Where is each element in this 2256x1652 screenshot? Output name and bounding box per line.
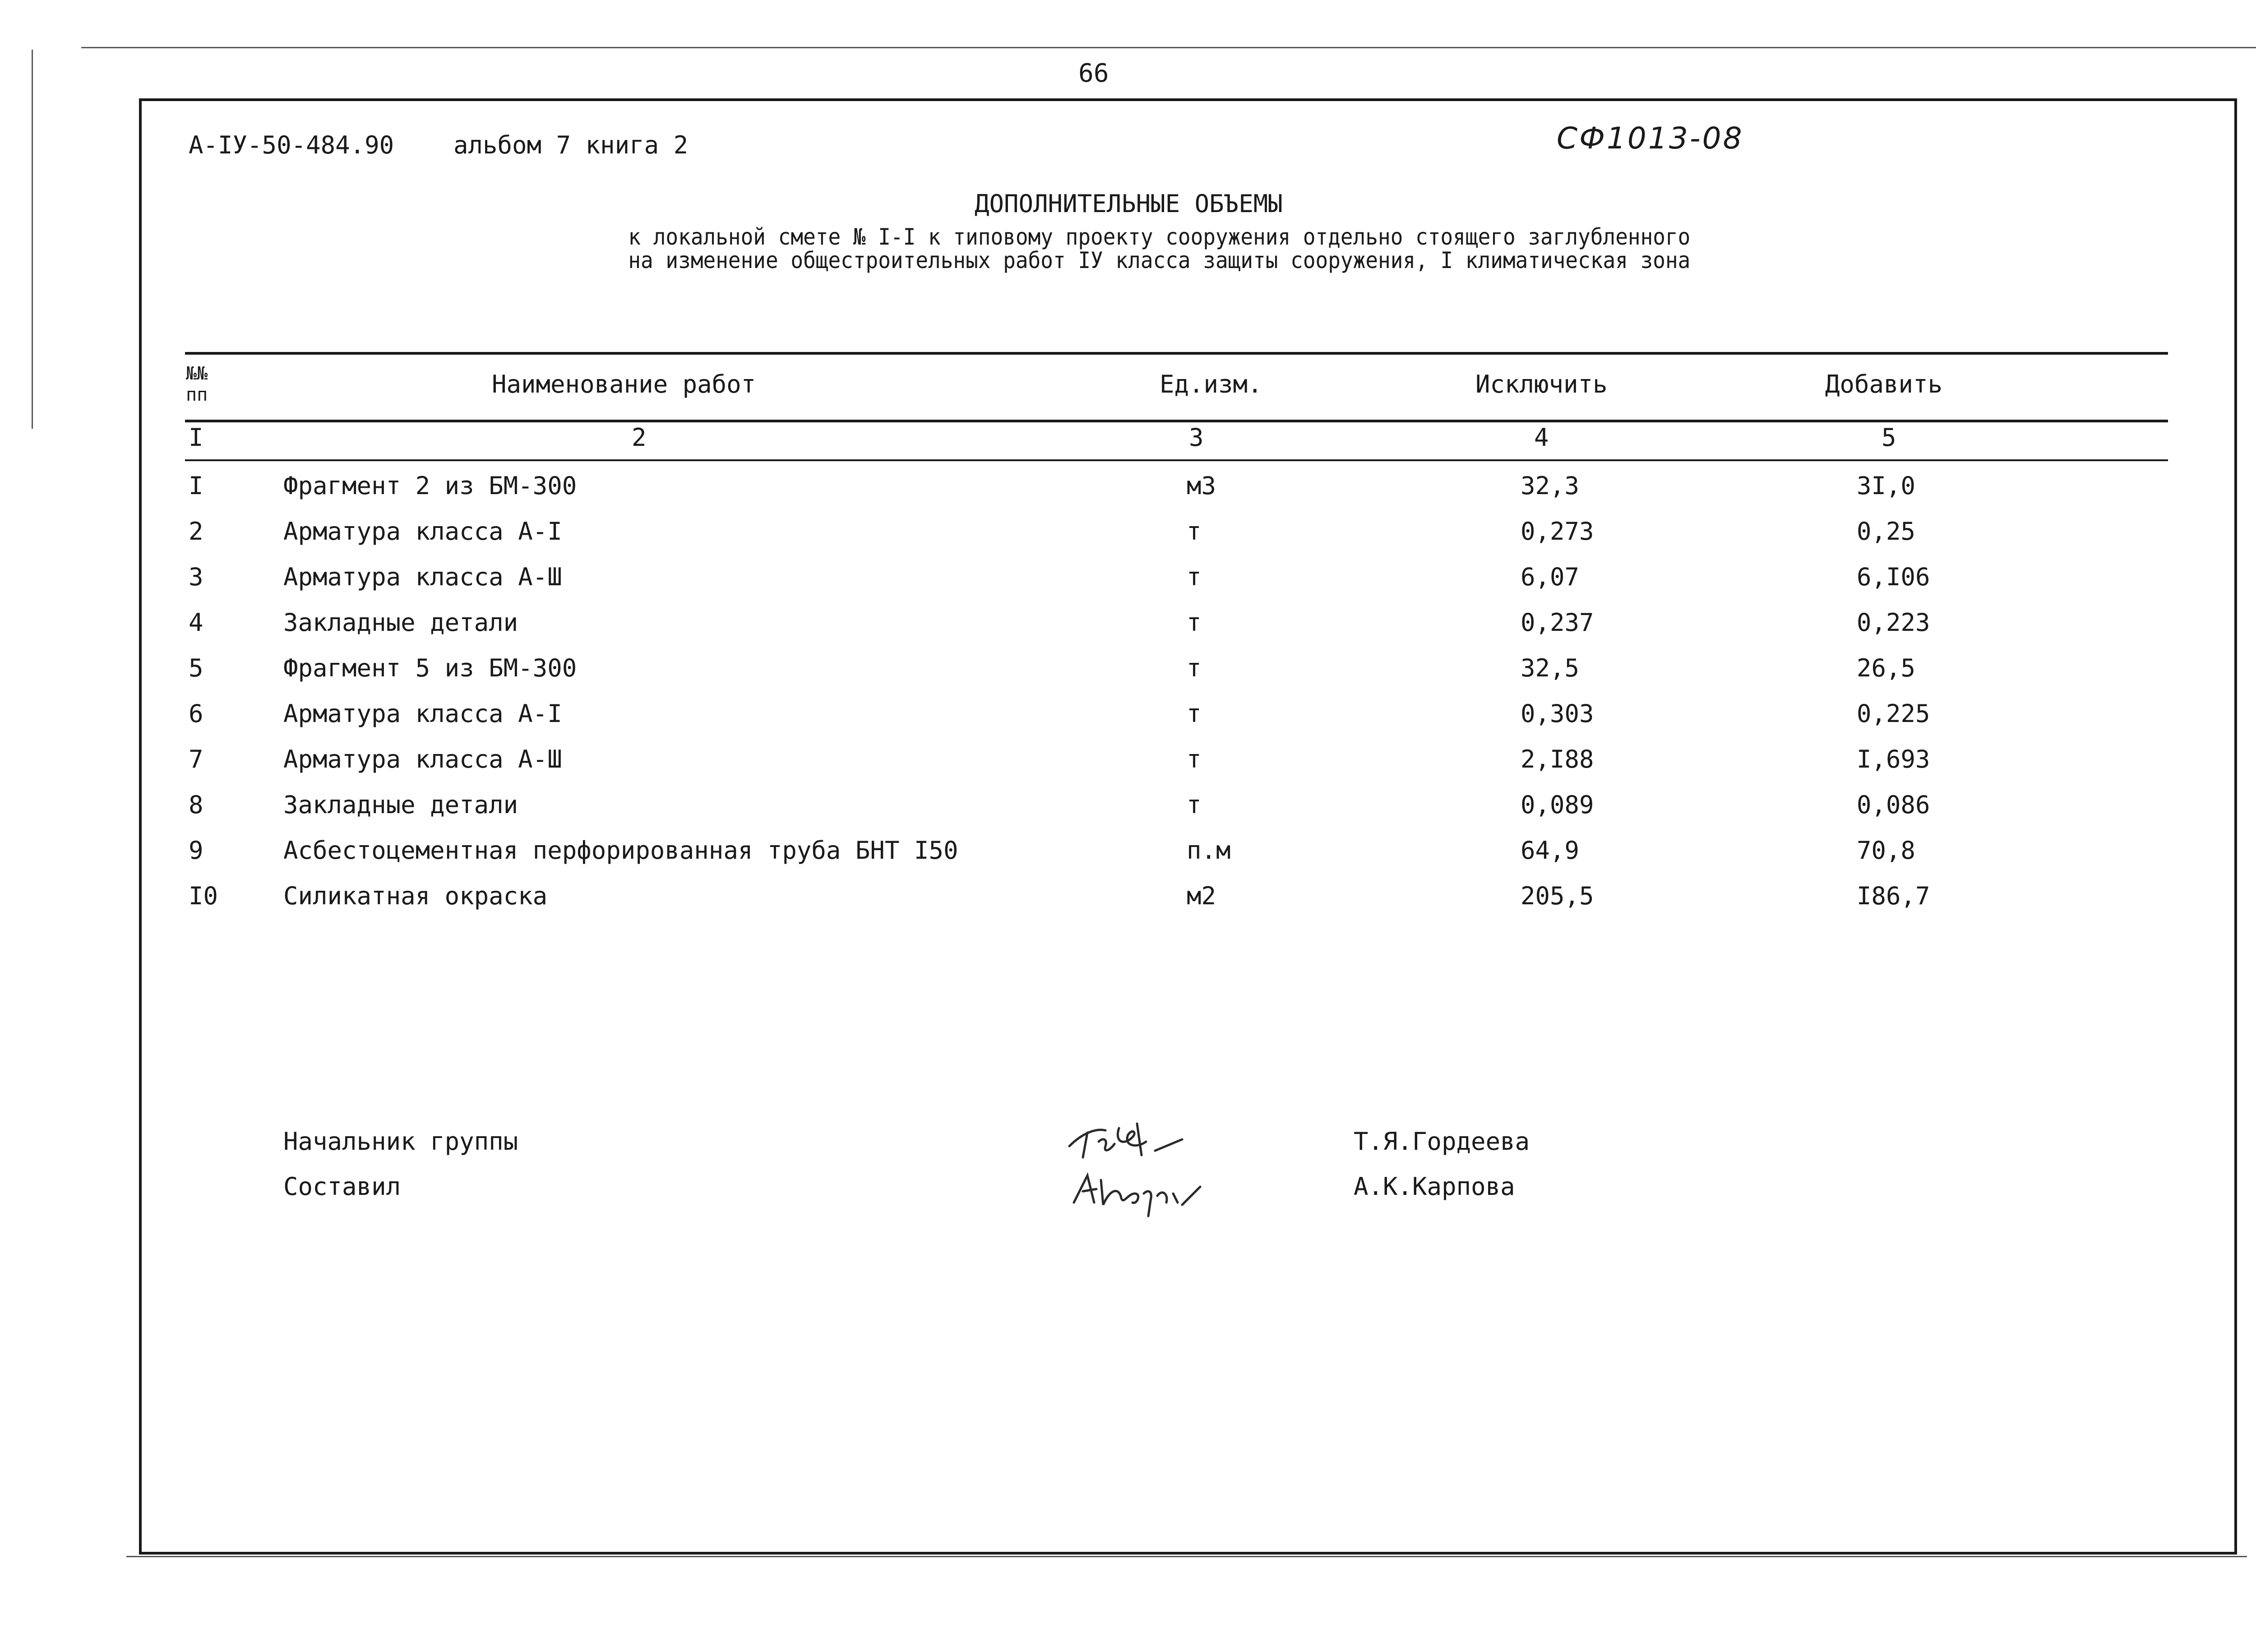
row-unit: т bbox=[1187, 654, 1202, 682]
row-num: I0 bbox=[189, 882, 218, 910]
signature-1 bbox=[1065, 1115, 1209, 1169]
row-num: 9 bbox=[189, 836, 203, 865]
footer-role-2: Составил bbox=[283, 1172, 401, 1201]
footer-role-1: Начальник группы bbox=[283, 1127, 518, 1156]
row-unit: м3 bbox=[1187, 472, 1216, 500]
header-name: Наименование работ bbox=[492, 370, 756, 398]
row-name: Силикатная окраска bbox=[283, 882, 548, 910]
scan-edge-bottom bbox=[126, 1556, 2247, 1557]
document-code: А-IУ-50-484.90 bbox=[189, 131, 394, 159]
row-exclude: 2,I88 bbox=[1521, 745, 1594, 773]
signature-2 bbox=[1069, 1162, 1223, 1221]
row-name: Арматура класса А-Ш bbox=[283, 563, 562, 591]
colnum-3: 3 bbox=[1189, 423, 1204, 452]
header-exclude: Исключить bbox=[1475, 370, 1608, 398]
row-name: Закладные детали bbox=[283, 608, 518, 637]
row-add: I86,7 bbox=[1857, 882, 1930, 910]
document-frame bbox=[139, 98, 2237, 1555]
row-exclude: 32,5 bbox=[1521, 654, 1580, 682]
row-num: 4 bbox=[189, 608, 203, 637]
row-add: 3I,0 bbox=[1857, 472, 1916, 500]
row-num: 2 bbox=[189, 517, 203, 546]
document-title: ДОПОЛНИТЕЛЬНЫЕ ОБЪЕМЫ bbox=[975, 190, 1283, 218]
document-subtitle-line1: к локальной смете № I-I к типовому проекту сооружения отдельно стоящего заглубленного bbox=[628, 224, 1691, 250]
row-exclude: 205,5 bbox=[1521, 882, 1594, 910]
row-add: 6,I06 bbox=[1857, 563, 1930, 591]
row-add: 0,086 bbox=[1857, 791, 1930, 819]
row-name: Арматура класса А-I bbox=[283, 517, 562, 546]
row-unit: т bbox=[1187, 745, 1202, 773]
album-label: альбом 7 книга 2 bbox=[453, 131, 689, 159]
colnum-1: I bbox=[189, 423, 203, 452]
scan-edge-top bbox=[81, 47, 2256, 48]
row-num: 6 bbox=[189, 699, 203, 728]
row-num: 3 bbox=[189, 563, 203, 591]
header-num-top: №№ bbox=[186, 363, 208, 384]
row-name: Фрагмент 2 из БМ-300 bbox=[283, 472, 577, 500]
table-header-rule bbox=[185, 420, 2168, 422]
row-exclude: 6,07 bbox=[1521, 563, 1580, 591]
row-name: Арматура класса А-Ш bbox=[283, 745, 562, 773]
row-add: 70,8 bbox=[1857, 836, 1916, 865]
row-exclude: 0,237 bbox=[1521, 608, 1594, 637]
row-name: Асбестоцементная перфорированная труба БНТ I50 bbox=[283, 836, 958, 865]
colnum-4: 4 bbox=[1534, 423, 1549, 452]
document-subtitle-line2: на изменение общестроительных работ IУ класса защиты сооружения, I климатическая зона bbox=[628, 247, 1691, 273]
row-add: I,693 bbox=[1857, 745, 1930, 773]
page-number: 66 bbox=[1078, 59, 1109, 88]
row-name: Арматура класса А-I bbox=[283, 699, 562, 728]
row-name: Фрагмент 5 из БМ-300 bbox=[283, 654, 577, 682]
row-unit: т bbox=[1187, 517, 1202, 546]
row-unit: т bbox=[1187, 791, 1202, 819]
header-num-bottom: пп bbox=[186, 384, 208, 405]
row-exclude: 0,089 bbox=[1521, 791, 1594, 819]
row-add: 26,5 bbox=[1857, 654, 1916, 682]
footer-name-1: Т.Я.Гордеева bbox=[1354, 1127, 1530, 1156]
row-exclude: 0,273 bbox=[1521, 517, 1594, 546]
row-num: 8 bbox=[189, 791, 203, 819]
row-unit: т bbox=[1187, 699, 1202, 728]
row-exclude: 64,9 bbox=[1521, 836, 1580, 865]
row-unit: т bbox=[1187, 563, 1202, 591]
stamp-code: СФ1013-08 bbox=[1557, 121, 1744, 156]
row-unit: п.м bbox=[1187, 836, 1231, 865]
row-add: 0,225 bbox=[1857, 699, 1930, 728]
row-num: 5 bbox=[189, 654, 203, 682]
row-num: 7 bbox=[189, 745, 203, 773]
colnum-2: 2 bbox=[632, 423, 647, 452]
row-unit: м2 bbox=[1187, 882, 1216, 910]
row-unit: т bbox=[1187, 608, 1202, 637]
row-add: 0,223 bbox=[1857, 608, 1930, 637]
row-exclude: 0,303 bbox=[1521, 699, 1594, 728]
colnum-5: 5 bbox=[1882, 423, 1896, 452]
scan-edge-left bbox=[32, 50, 33, 429]
table-colnum-rule bbox=[185, 459, 2168, 461]
table-top-rule bbox=[185, 352, 2168, 355]
row-name: Закладные детали bbox=[283, 791, 518, 819]
row-num: I bbox=[189, 472, 203, 500]
header-add: Добавить bbox=[1825, 370, 1943, 398]
footer-name-2: А.К.Карпова bbox=[1354, 1172, 1515, 1201]
header-unit: Ед.изм. bbox=[1160, 370, 1262, 398]
row-add: 0,25 bbox=[1857, 517, 1916, 546]
row-exclude: 32,3 bbox=[1521, 472, 1580, 500]
